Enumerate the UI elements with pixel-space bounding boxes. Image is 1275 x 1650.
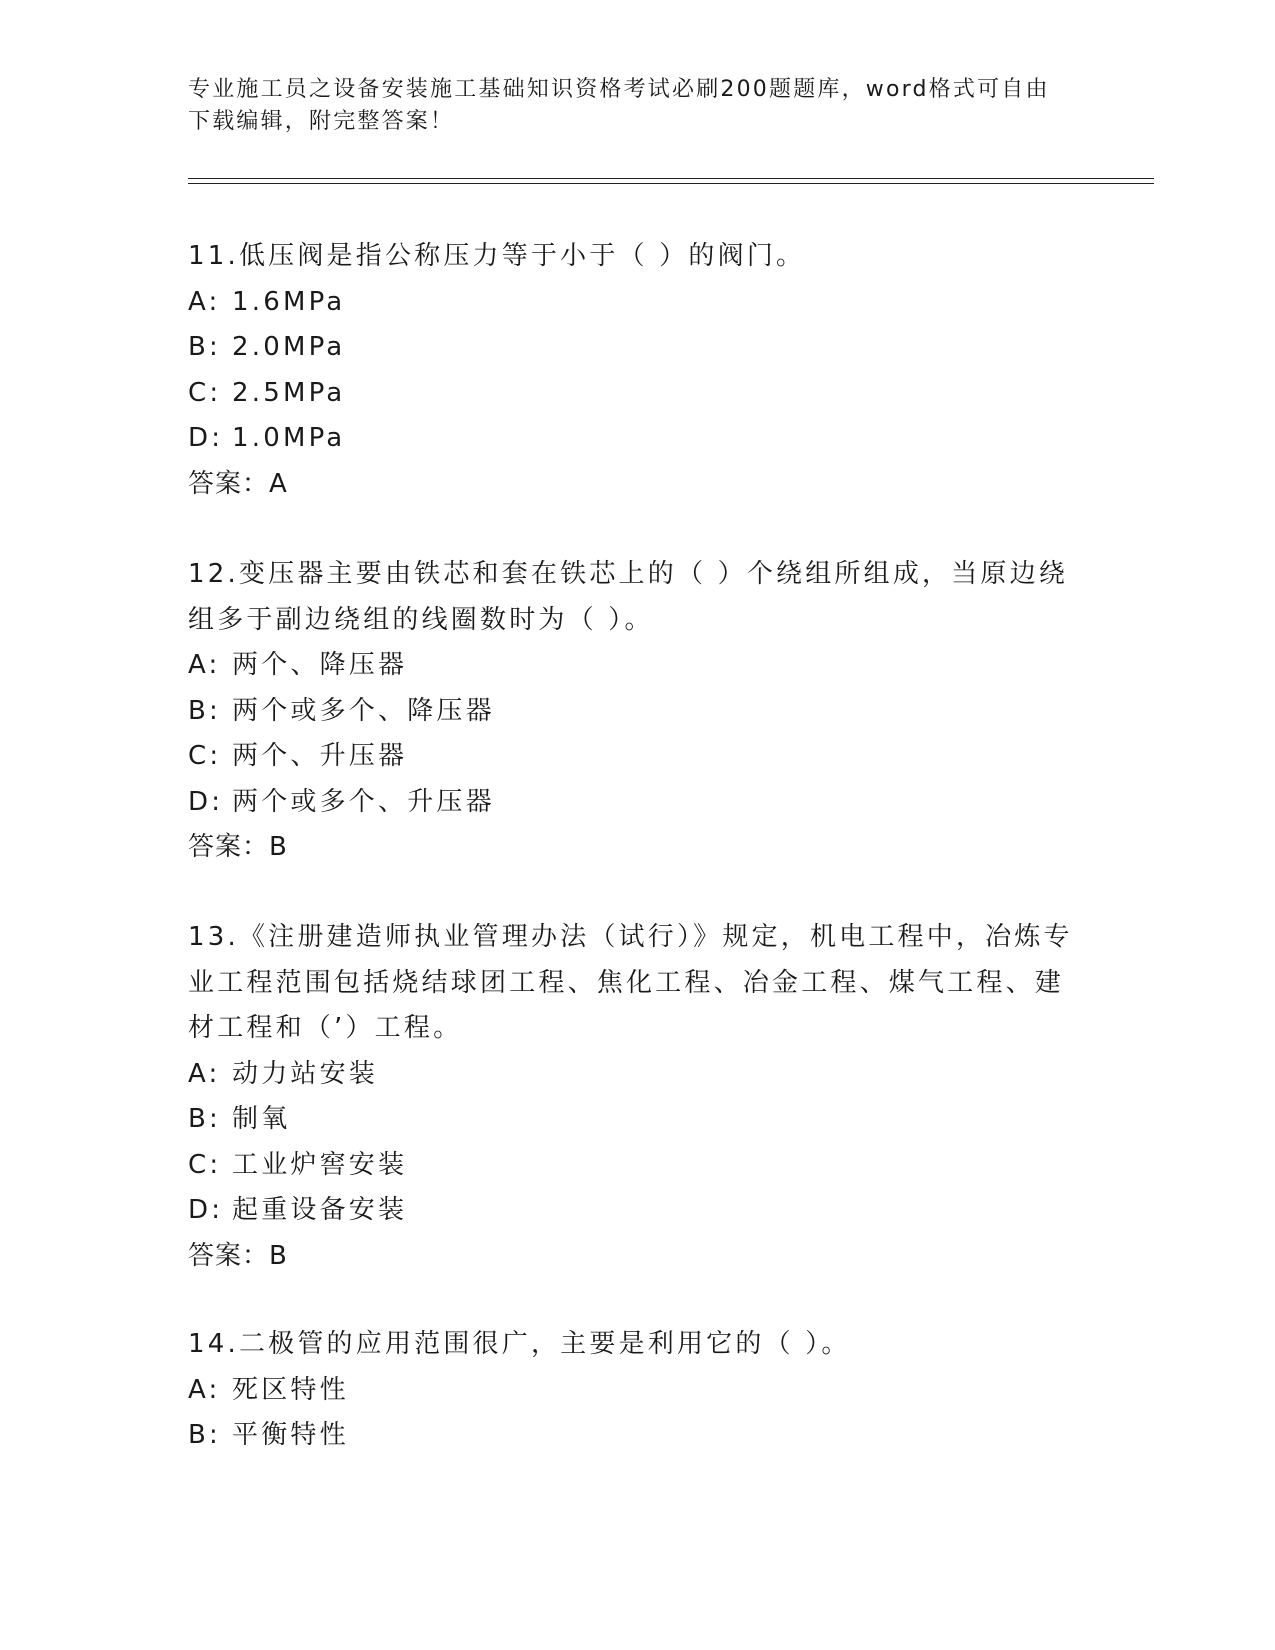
option-c [188, 734, 1088, 780]
option-text: 2.0MPa [232, 332, 346, 362]
option-a [188, 1368, 1088, 1414]
option-letter: C: [188, 1149, 222, 1180]
option-letter: A: [188, 1058, 221, 1089]
option-text: 制氧 [232, 1104, 291, 1134]
option-letter: B: [188, 695, 221, 726]
question-stem: 11.低压阀是指公称压力等于小于（ ）的阀门。 [188, 241, 806, 271]
header-divider-top [188, 178, 1154, 179]
option-b [188, 325, 1088, 371]
option-a [188, 1052, 1088, 1098]
option-d [188, 1188, 1088, 1234]
question-14 [188, 1322, 1088, 1459]
option-a [188, 280, 1088, 326]
option-a [188, 643, 1088, 689]
question-13 [188, 915, 1088, 1279]
option-letter: B: [188, 1420, 221, 1450]
header-line-2: 下载编辑，附完整答案！ [188, 109, 455, 134]
option-text: 1.6MPa [232, 286, 346, 317]
option-letter: D: [188, 423, 224, 453]
option-c [188, 1143, 1088, 1189]
option-b [188, 689, 1088, 735]
option-text: 死区特性 [232, 1374, 349, 1405]
option-text: 动力站安装 [232, 1058, 379, 1089]
option-text: 两个、升压器 [232, 741, 408, 771]
question-12 [188, 552, 1088, 871]
answer-line: 答案：A [188, 468, 288, 499]
option-text: 两个或多个、升压器 [232, 786, 495, 817]
option-letter: A: [188, 286, 221, 317]
option-text: 两个或多个、降压器 [232, 695, 495, 726]
option-text: 1.0MPa [232, 423, 346, 453]
document-header [188, 74, 1078, 138]
option-letter: C: [188, 377, 222, 408]
option-letter: A: [188, 1374, 221, 1405]
option-letter: B: [188, 1104, 221, 1134]
header-divider-bottom [188, 183, 1154, 184]
question-stem: 13.《注册建造师执业管理办法（试行）》规定，机电工程中，冶炼专业工程范围包括烧结球团工程、焦化工程、冶金工程、煤气工程、建材工程和（’）工程。 [188, 922, 1073, 1043]
option-text: 工业炉窖安装 [232, 1149, 408, 1180]
option-c [188, 371, 1088, 417]
option-text: 平衡特性 [232, 1420, 349, 1450]
option-letter: C: [188, 741, 222, 771]
option-b [188, 1413, 1088, 1459]
option-b [188, 1097, 1088, 1143]
option-letter: D: [188, 1195, 224, 1225]
option-letter: B: [188, 332, 221, 362]
header-line-1: 专业施工员之设备安装施工基础知识资格考试必刷200题题库，word格式可自由 [188, 77, 1050, 102]
option-text: 2.5MPa [232, 377, 346, 408]
question-11 [188, 234, 1088, 507]
option-d [188, 416, 1088, 462]
option-letter: A: [188, 650, 221, 680]
option-d [188, 780, 1088, 826]
question-stem: 12.变压器主要由铁芯和套在铁芯上的（ ）个绕组所组成，当原边绕组多于副边绕组的线圈数时为（ ）。 [188, 559, 1069, 635]
answer-line: 答案：B [188, 832, 288, 862]
option-text: 起重设备安装 [232, 1195, 408, 1225]
question-stem: 14.二极管的应用范围很广，主要是利用它的（ ）。 [188, 1329, 851, 1359]
option-letter: D: [188, 786, 224, 817]
option-text: 两个、降压器 [232, 650, 408, 680]
answer-line: 答案：B [188, 1240, 288, 1271]
